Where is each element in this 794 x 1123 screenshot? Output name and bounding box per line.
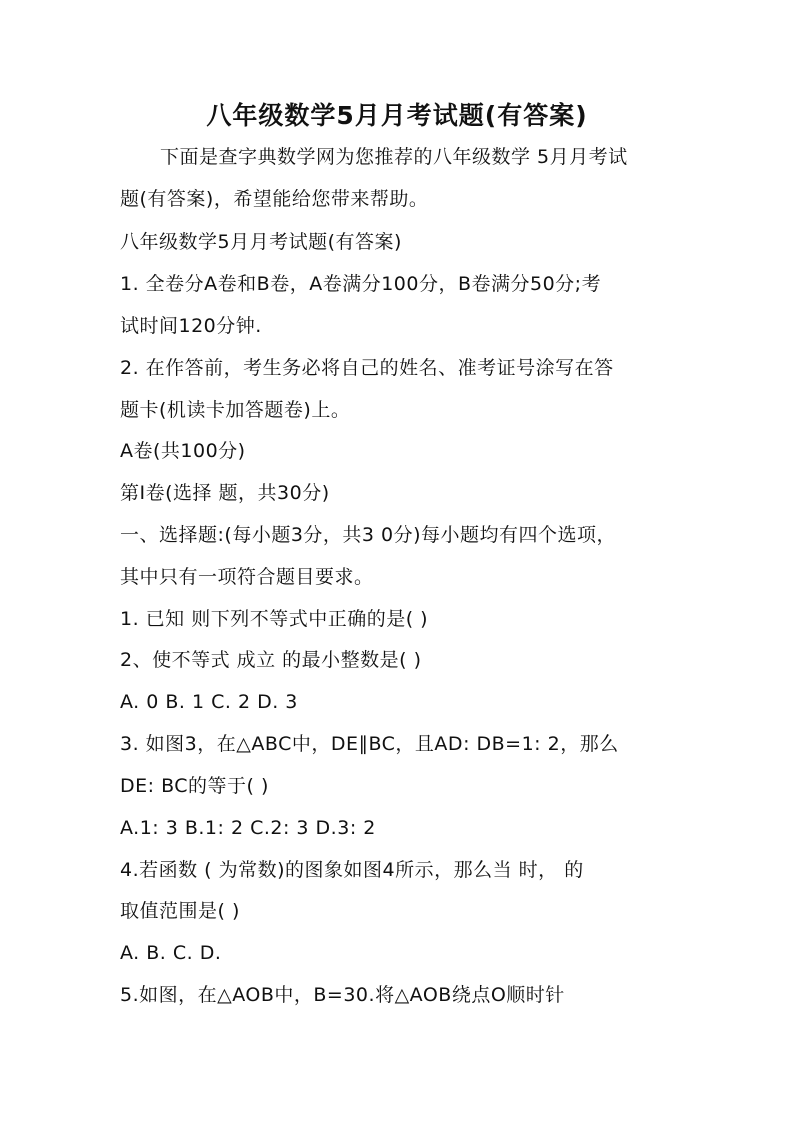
paragraph-line: 第Ⅰ卷(选择 题，共30分) [120, 482, 330, 504]
paragraph-line: 取值范围是( ) [120, 900, 240, 922]
paragraph-line: 4.若函数 ( 为常数)的图象如图4所示，那么当 时， 的 [120, 859, 584, 881]
paragraph-line: 题(有答案)，希望能给您带来帮助。 [120, 188, 429, 210]
paragraph-line: DE: BC的等于( ) [120, 775, 269, 797]
paragraph-line: 3. 如图3，在△ABC中，DE∥BC，且AD: DB=1: 2，那么 [120, 733, 619, 755]
paragraph-line: 试时间120分钟. [120, 315, 262, 337]
paragraph-line: 5.如图，在△AOB中，B=30.将△AOB绕点O顺时针 [120, 984, 565, 1006]
paragraph-line: A. B. C. D. [120, 942, 222, 964]
paragraph-line: A.1: 3 B.1: 2 C.2: 3 D.3: 2 [120, 817, 376, 839]
document-title: 八年级数学5月月考试题(有答案) [206, 101, 588, 130]
paragraph-line: 其中只有一项符合题目要求。 [120, 566, 374, 588]
paragraph-line: A. 0 B. 1 C. 2 D. 3 [120, 691, 298, 713]
paragraph-line: 下面是查字典数学网为您推荐的八年级数学 5月月考试 [160, 146, 628, 168]
paragraph-line: 题卡(机读卡加答题卷)上。 [120, 399, 351, 421]
paragraph-line: 1. 已知 则下列不等式中正确的是( ) [120, 608, 429, 630]
paragraph-line: 一、选择题:(每小题3分，共3 0分)每小题均有四个选项， [120, 524, 617, 546]
paragraph-line: 2. 在作答前，考生务必将自己的姓名、准考证号涂写在答 [120, 357, 614, 379]
paragraph-line: A卷(共100分) [120, 440, 246, 462]
paragraph-line: 八年级数学5月月考试题(有答案) [120, 231, 402, 253]
paragraph-line: 2、使不等式 成立 的最小整数是( ) [120, 649, 422, 671]
paragraph-line: 1. 全卷分A卷和B卷，A卷满分100分，B卷满分50分;考 [120, 273, 602, 295]
